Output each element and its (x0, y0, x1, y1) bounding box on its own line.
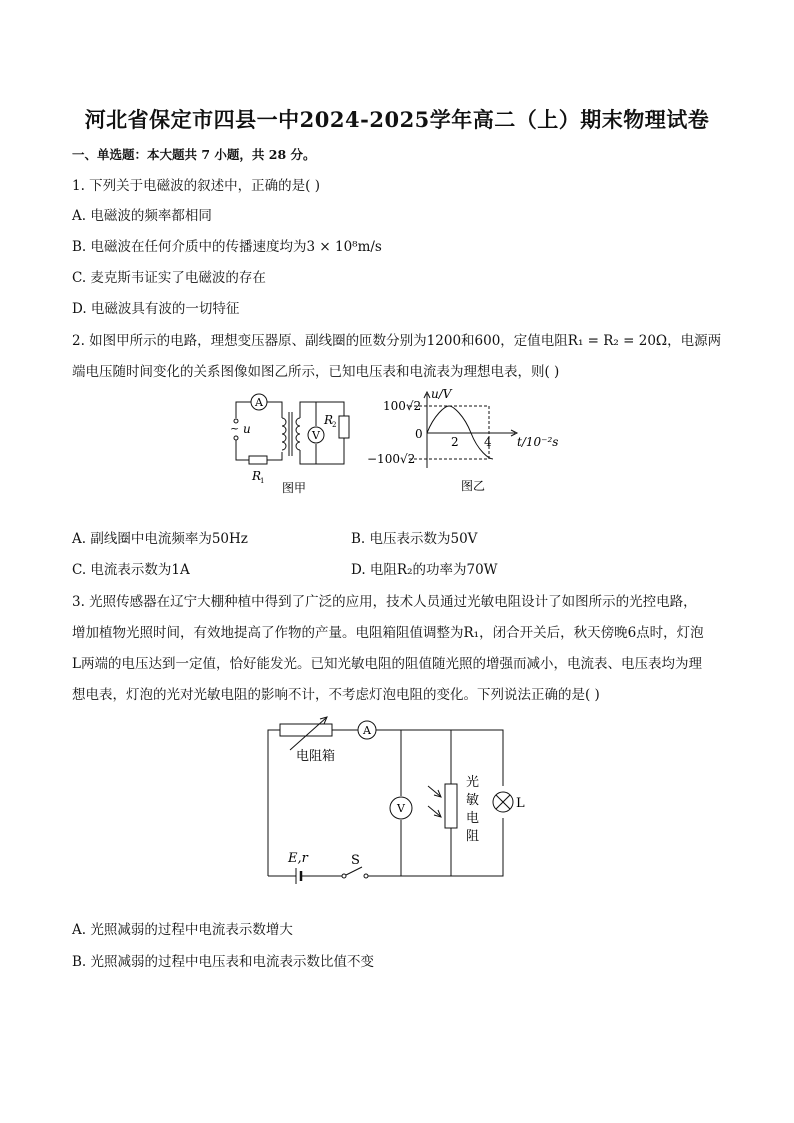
question-1-option-b: B. 电磁波在任何介质中的传播速度均为3 × 10⁸m/s (72, 239, 382, 255)
figure-photoresistor-circuit (260, 716, 540, 890)
ac-tilde-icon: ~ (230, 422, 240, 435)
photoresistor-label-3: 电 (466, 811, 480, 826)
figure-jia-caption: 图甲 (282, 481, 307, 495)
ammeter-label: A (255, 396, 263, 409)
r1-label: R (252, 469, 262, 483)
question-2-option-d: D. 电阻R₂的功率为70W (351, 562, 498, 578)
figure-transformer-circuit (220, 388, 360, 498)
question-1-stem: 1. 下列关于电磁波的叙述中，正确的是( ) (72, 178, 320, 194)
ammeter-label: A (363, 724, 371, 737)
voltmeter-label: V (312, 429, 320, 442)
y-max-label: 100√2 (383, 399, 422, 413)
photoresistor-label-4: 阻 (466, 829, 480, 844)
question-2-option-a: A. 副线圈中电流频率为50Hz (72, 531, 248, 547)
lamp-label: L (516, 796, 525, 811)
question-3-stem-line2: 增加植物光照时间，有效地提高了作物的产量。电阻箱阻值调整为R₁，闭合开关后，秋天傍晚6点时，灯泡 (72, 625, 704, 641)
question-3-option-a: A. 光照减弱的过程中电流表示数增大 (72, 922, 293, 938)
question-2-stem-line2: 端电压随时间变化的关系图像如图乙所示，已知电压表和电流表为理想电表，则( ) (72, 364, 560, 380)
question-2-option-c: C. 电流表示数为1A (72, 562, 190, 578)
r1-subscript: 1 (260, 477, 265, 485)
page-title: 河北省保定市四县一中2024-2025学年高二（上）期末物理试卷 (84, 107, 710, 132)
source-label: u (243, 422, 251, 436)
question-1-option-d: D. 电磁波具有波的一切特征 (72, 301, 240, 317)
section-heading: 一、单选题：本大题共 7 小题，共 28 分。 (72, 147, 316, 162)
x-axis-label: t/10⁻²s (517, 435, 559, 449)
switch-label: S (351, 853, 360, 868)
x-tick-2: 2 (451, 435, 459, 449)
r2-subscript: 2 (332, 421, 337, 429)
y-axis-label: u/V (431, 387, 452, 401)
y-min-label: −100√2 (367, 452, 416, 466)
voltmeter-label: V (397, 802, 405, 815)
x-tick-4: 4 (484, 435, 492, 449)
figure-yi-caption: 图乙 (461, 479, 486, 493)
question-1-option-c: C. 麦克斯韦证实了电磁波的存在 (72, 270, 266, 286)
switch-contact-icon (364, 874, 368, 878)
battery-label: E,r (288, 851, 308, 866)
question-1-option-a: A. 电磁波的频率都相同 (72, 208, 212, 224)
figure-voltage-waveform (365, 386, 565, 498)
origin-label: 0 (415, 427, 423, 441)
photoresistor-label-2: 敏 (466, 793, 480, 808)
r2-label: R (324, 413, 334, 427)
question-3-option-b: B. 光照减弱的过程中电压表和电流表示数比值不变 (72, 954, 375, 970)
question-3-stem-line1: 3. 光照传感器在辽宁大棚种植中得到了广泛的应用，技术人员通过光敏电阻设计了如图所示的光控电路， (72, 594, 697, 610)
resistor-box-label: 电阻箱 (296, 749, 336, 764)
terminal-bottom-icon (234, 436, 238, 440)
question-2-option-b: B. 电压表示数为50V (351, 531, 478, 547)
photoresistor-label-1: 光 (466, 775, 480, 790)
switch-pivot-icon (342, 874, 346, 878)
question-3-stem-line4: 想电表，灯泡的光对光敏电阻的影响不计，不考虑灯泡电阻的变化。下列说法正确的是( ) (72, 687, 600, 703)
question-3-stem-line3: L两端的电压达到一定值，恰好能发光。已知光敏电阻的阻值随光照的增强而减小，电流表、电压表均为理 (72, 656, 702, 672)
question-2-stem-line1: 2. 如图甲所示的电路，理想变压器原、副线圈的匝数分别为1200和600，定值电阻R₁ = R₂ = 20Ω，电源两 (72, 333, 722, 349)
